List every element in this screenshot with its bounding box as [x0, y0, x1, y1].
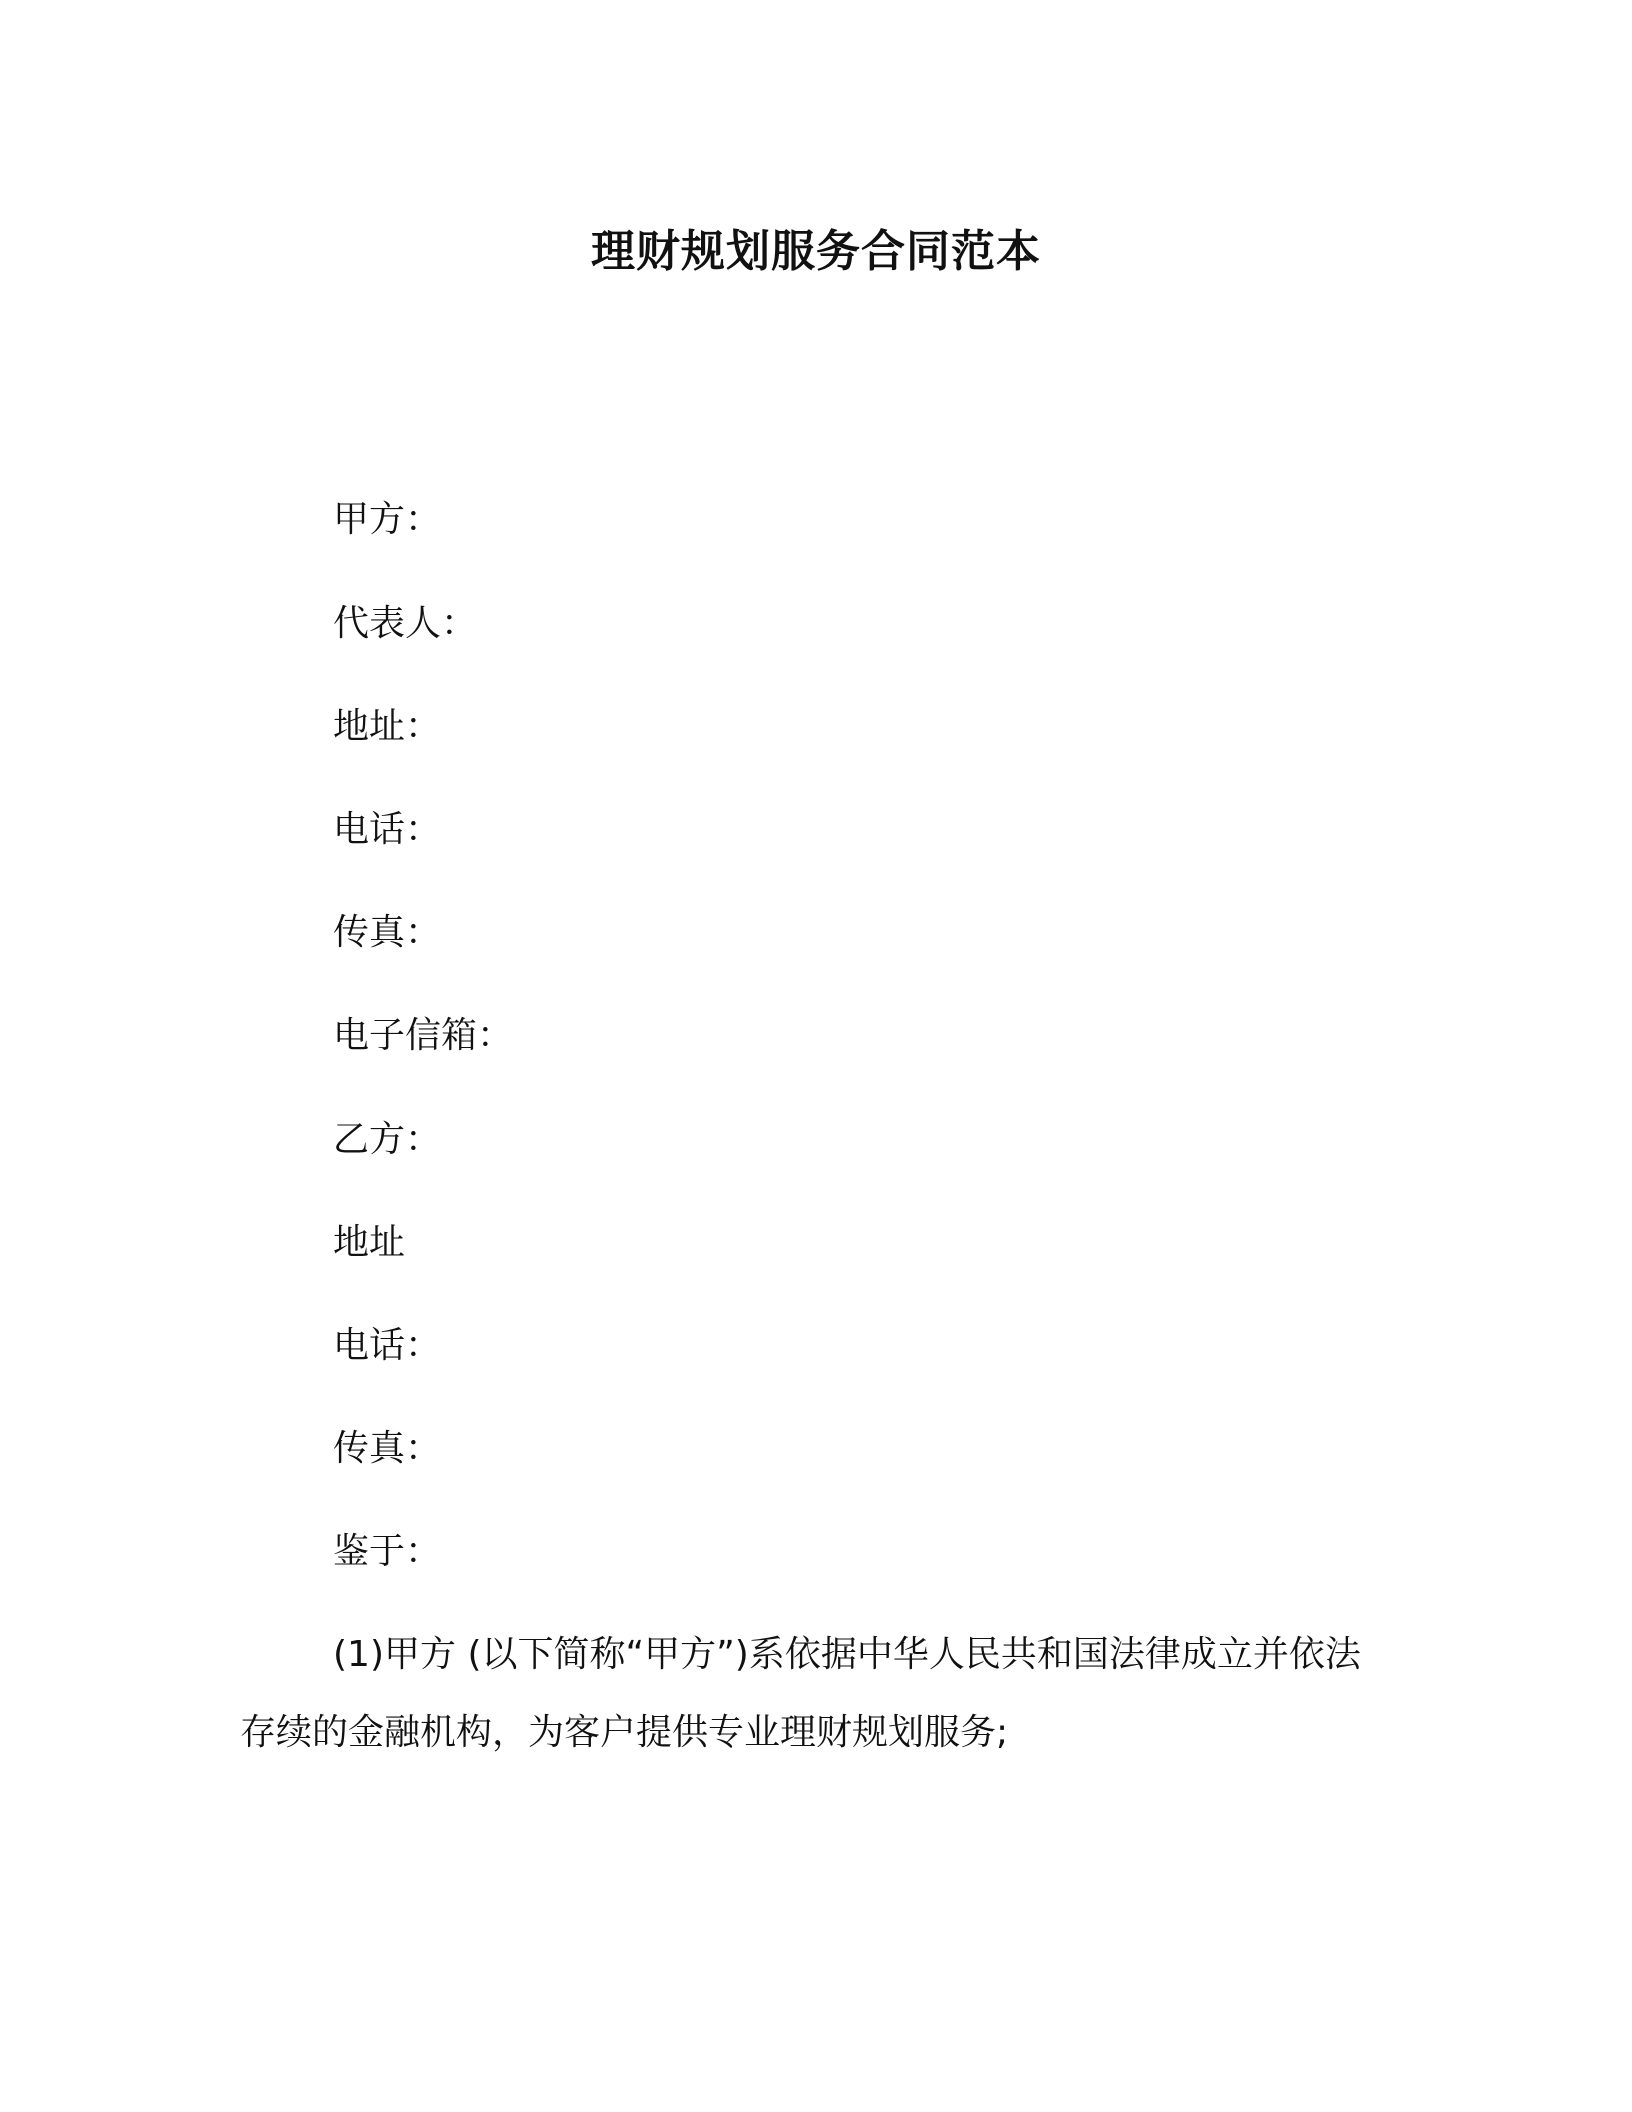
document-title: 理财规划服务合同范本 [591, 226, 1041, 277]
party-b-fax-label: 传真： [333, 1428, 442, 1469]
whereas-label: 鉴于： [333, 1531, 442, 1572]
party-b-phone-label: 电话： [333, 1325, 442, 1366]
whereas-paragraph-1: (1)甲方 (以下简称“甲方”)系依据中华人民共和国法律成立并依法存续的金融机构，为客户提供专业理财规划服务; [240, 1634, 1361, 1753]
party-b-label: 乙方： [333, 1119, 442, 1160]
party-a-label: 甲方： [333, 499, 442, 540]
party-a-email-label: 电子信箱： [333, 1015, 514, 1056]
party-a-address-label: 地址： [333, 706, 442, 747]
party-a-fax-label: 传真： [333, 912, 442, 953]
representative-label: 代表人： [333, 603, 478, 644]
party-a-phone-label: 电话： [333, 809, 442, 850]
party-b-address-label: 地址 [333, 1222, 406, 1263]
